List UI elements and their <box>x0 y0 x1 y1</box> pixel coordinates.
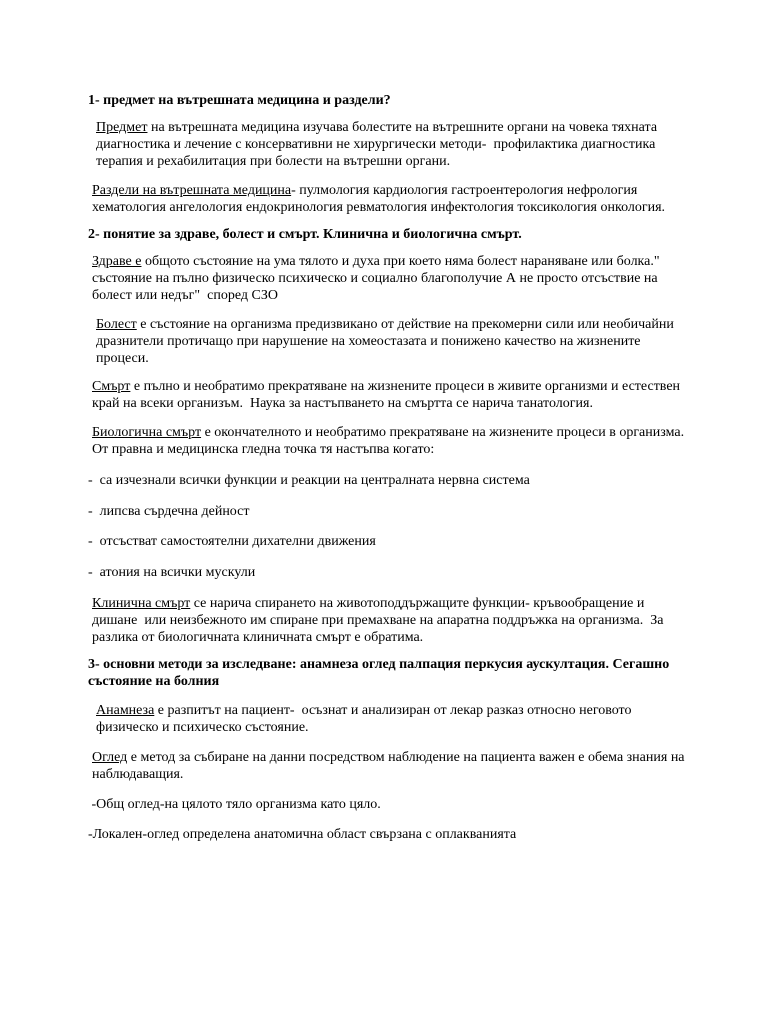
term-clinical-death: Клинична смърт <box>92 596 191 611</box>
term-death: Смърт <box>92 379 131 394</box>
term-sections: Раздели на вътрешната медицина <box>92 183 292 198</box>
term-health: Здраве е <box>92 254 142 269</box>
document-content <box>88 92 688 843</box>
list-item: -Локален-оглед определена анатомична област свързана с оплакванията <box>88 827 517 842</box>
list-item: -Общ оглед-на цялото тяло организма като цяло. <box>88 797 381 812</box>
list-item: - са изчезнали всички функции и реакции на централната нервна система <box>88 473 530 488</box>
list-item: - отсъстват самостоятелни дихателни движения <box>88 534 376 549</box>
paragraph-disease: Болест е състояние на организма предизвикано от действие на прекомерни сили или необичайни дразнители протичащо при нарушение на хомеостазата и понижено качество на жизнените процеси. <box>96 317 678 366</box>
term-anamnesis: Анамнеза <box>96 703 155 718</box>
paragraph-health: Здраве е общото състояние на ума тялото и духа при което няма болест нараняване или болка." състояние на пълно физическо психическо и социално благополучие А не просто отсъствие на болест или недъг" според СЗО <box>92 254 664 303</box>
paragraph-death: Смърт е пълно и необратимо прекратяване на жизнените процеси в живите организми и естествен край на всеки организъм. Наука за настъпването на смъртта се нарича танатология. <box>92 379 684 411</box>
term-disease: Болест <box>96 317 137 332</box>
paragraph-clinical-death: Клинична смърт се нарича спирането на животоподдържащите функции- кръвообращение и дишане или неизбежното им спиране при премахване на апаратна поддръжка на организма. За разлика от биологичната клиничната смърт е обратима. <box>92 596 667 645</box>
section-2-heading: 2- понятие за здраве, болест и смърт. Клинична и биологична смърт. <box>88 227 522 242</box>
section-1-heading: 1- предмет на вътрешната медицина и раздели? <box>88 93 391 108</box>
list-item: - липсва сърдечна дейност <box>88 504 250 519</box>
paragraph-examination: Оглед е метод за събиране на данни посредством наблюдение на пациента важен е обема знания на наблюдаващия. <box>92 750 689 782</box>
term-examination: Оглед <box>92 750 128 765</box>
term-biological-death: Биологична смърт <box>92 425 202 440</box>
paragraph-subject: Предмет на вътрешната медицина изучава болестите на вътрешните органи на човека тяхната диагностика и лечение с консервативни не хирургически методи- профилактика диагностика терапия и рехабилитация при болести на вътрешни органи. <box>96 120 661 169</box>
term-subject: Предмет <box>96 120 148 135</box>
section-3-heading: 3- основни методи за изследване: анамнеза оглед палпация перкусия аускултация. Сегашно състояние на болния <box>88 657 670 689</box>
paragraph-sections: Раздели на вътрешната медицина- пулмология кардиология гастроентерология нефрология хематология ангелология ендокринология ревматология инфектология токсикология онкология. <box>92 183 666 215</box>
list-item: - атония на всички мускули <box>88 565 256 580</box>
paragraph-anamnesis: Анамнеза е разпитът на пациент- осъзнат и анализиран от лекар разказ относно неговото физическо и психическо състояние. <box>96 703 635 735</box>
paragraph-biological-death: Биологична смърт е окончателното и необратимо прекратяване на жизнените процеси в организма. От правна и медицинска гледна точка тя настъпва когато: <box>92 425 688 457</box>
